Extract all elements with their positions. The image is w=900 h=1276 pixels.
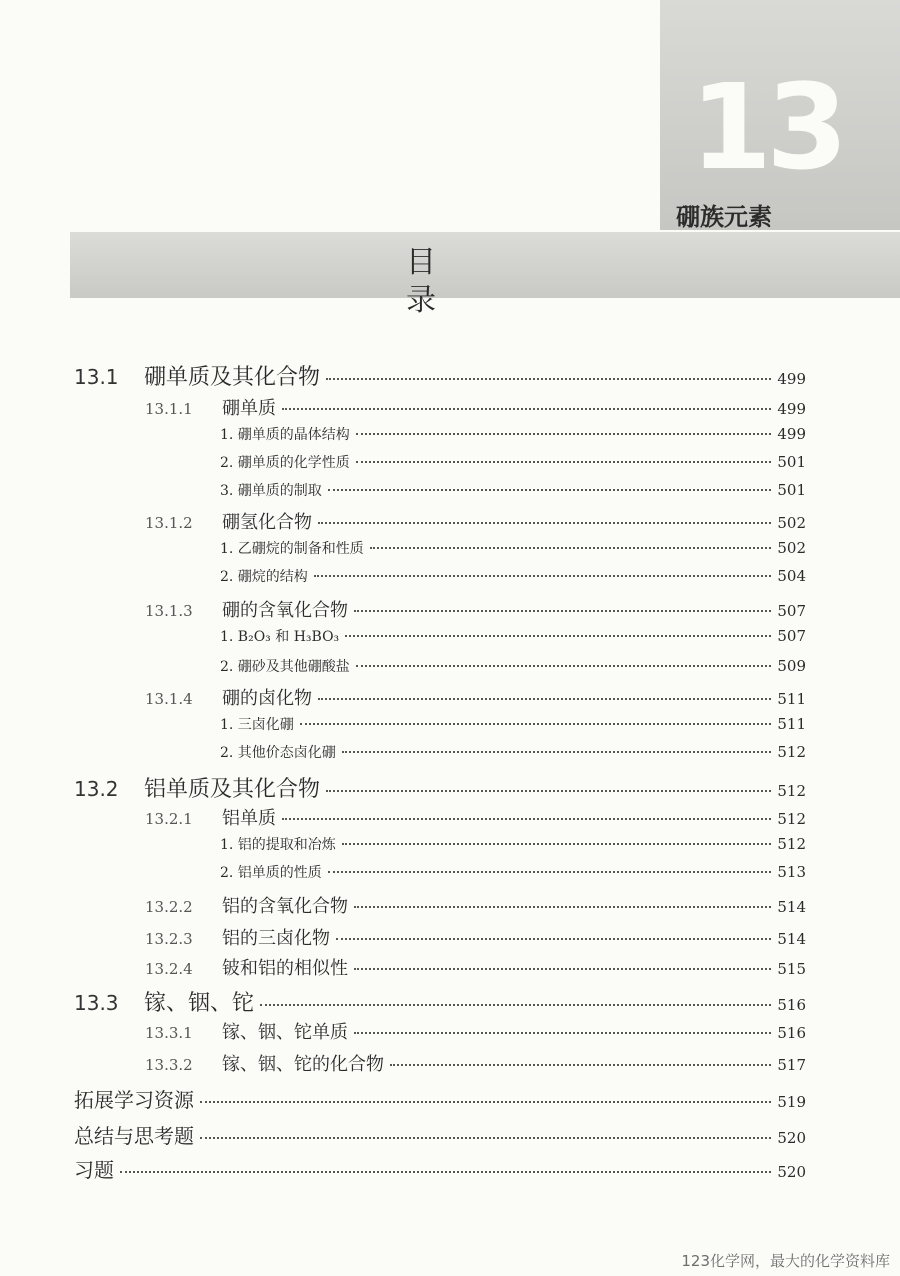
toc-entry[interactable]: 习题 520 bbox=[74, 1158, 806, 1182]
toc-entry[interactable]: 1. 三卤化硼 511 bbox=[220, 715, 806, 733]
toc-entry[interactable]: 2. 硼单质的化学性质 501 bbox=[220, 453, 806, 471]
toc-entry[interactable]: 13.2 铝单质及其化合物 512 bbox=[74, 777, 806, 802]
toc-entry[interactable]: 13.1.1 硼单质 499 bbox=[145, 398, 806, 419]
toc-entry[interactable]: 2. 硼烷的结构 504 bbox=[220, 567, 806, 585]
chapter-title: 硼族元素 bbox=[676, 203, 772, 231]
toc-entry[interactable]: 13.1.3 硼的含氧化合物 507 bbox=[145, 600, 806, 621]
toc-entry[interactable]: 13.2.3 铝的三卤化物 514 bbox=[145, 928, 806, 949]
toc-entry[interactable]: 1. 铝的提取和冶炼 512 bbox=[220, 835, 806, 853]
toc-entry[interactable]: 1. 乙硼烷的制备和性质 502 bbox=[220, 539, 806, 557]
toc-entry[interactable]: 13.1 硼单质及其化合物 499 bbox=[74, 365, 806, 390]
toc-entry[interactable]: 13.2.1 铝单质 512 bbox=[145, 808, 806, 829]
toc-entry[interactable]: 1. B₂O₃ 和 H₃BO₃ 507 bbox=[220, 627, 806, 645]
toc-entry[interactable]: 3. 硼单质的制取 501 bbox=[220, 481, 806, 499]
chapter-number: 13 bbox=[690, 58, 843, 196]
toc-entry[interactable]: 总结与思考题 520 bbox=[74, 1124, 806, 1148]
toc-entry[interactable]: 拓展学习资源 519 bbox=[74, 1088, 806, 1112]
toc-entry[interactable]: 1. 硼单质的晶体结构 499 bbox=[220, 425, 806, 443]
toc-entry[interactable]: 13.2.2 铝的含氧化合物 514 bbox=[145, 896, 806, 917]
toc-entry[interactable]: 13.2.4 铍和铝的相似性 515 bbox=[145, 958, 806, 979]
toc-entry[interactable]: 13.3 镓、铟、铊 516 bbox=[74, 991, 806, 1016]
toc-heading: 目 录 bbox=[406, 245, 582, 318]
toc-entry[interactable]: 13.3.1 镓、铟、铊单质 516 bbox=[145, 1022, 806, 1043]
toc-entry[interactable]: 13.1.4 硼的卤化物 511 bbox=[145, 688, 806, 709]
toc-entry[interactable]: 13.3.2 镓、铟、铊的化合物 517 bbox=[145, 1054, 806, 1075]
toc-entry[interactable]: 2. 铝单质的性质 513 bbox=[220, 863, 806, 881]
watermark: 123化学网，最大的化学资料库 bbox=[681, 1252, 890, 1270]
toc-entry[interactable]: 2. 硼砂及其他硼酸盐 509 bbox=[220, 657, 806, 675]
toc-entry[interactable]: 13.1.2 硼氢化合物 502 bbox=[145, 512, 806, 533]
toc-entry[interactable]: 2. 其他价态卤化硼 512 bbox=[220, 743, 806, 761]
